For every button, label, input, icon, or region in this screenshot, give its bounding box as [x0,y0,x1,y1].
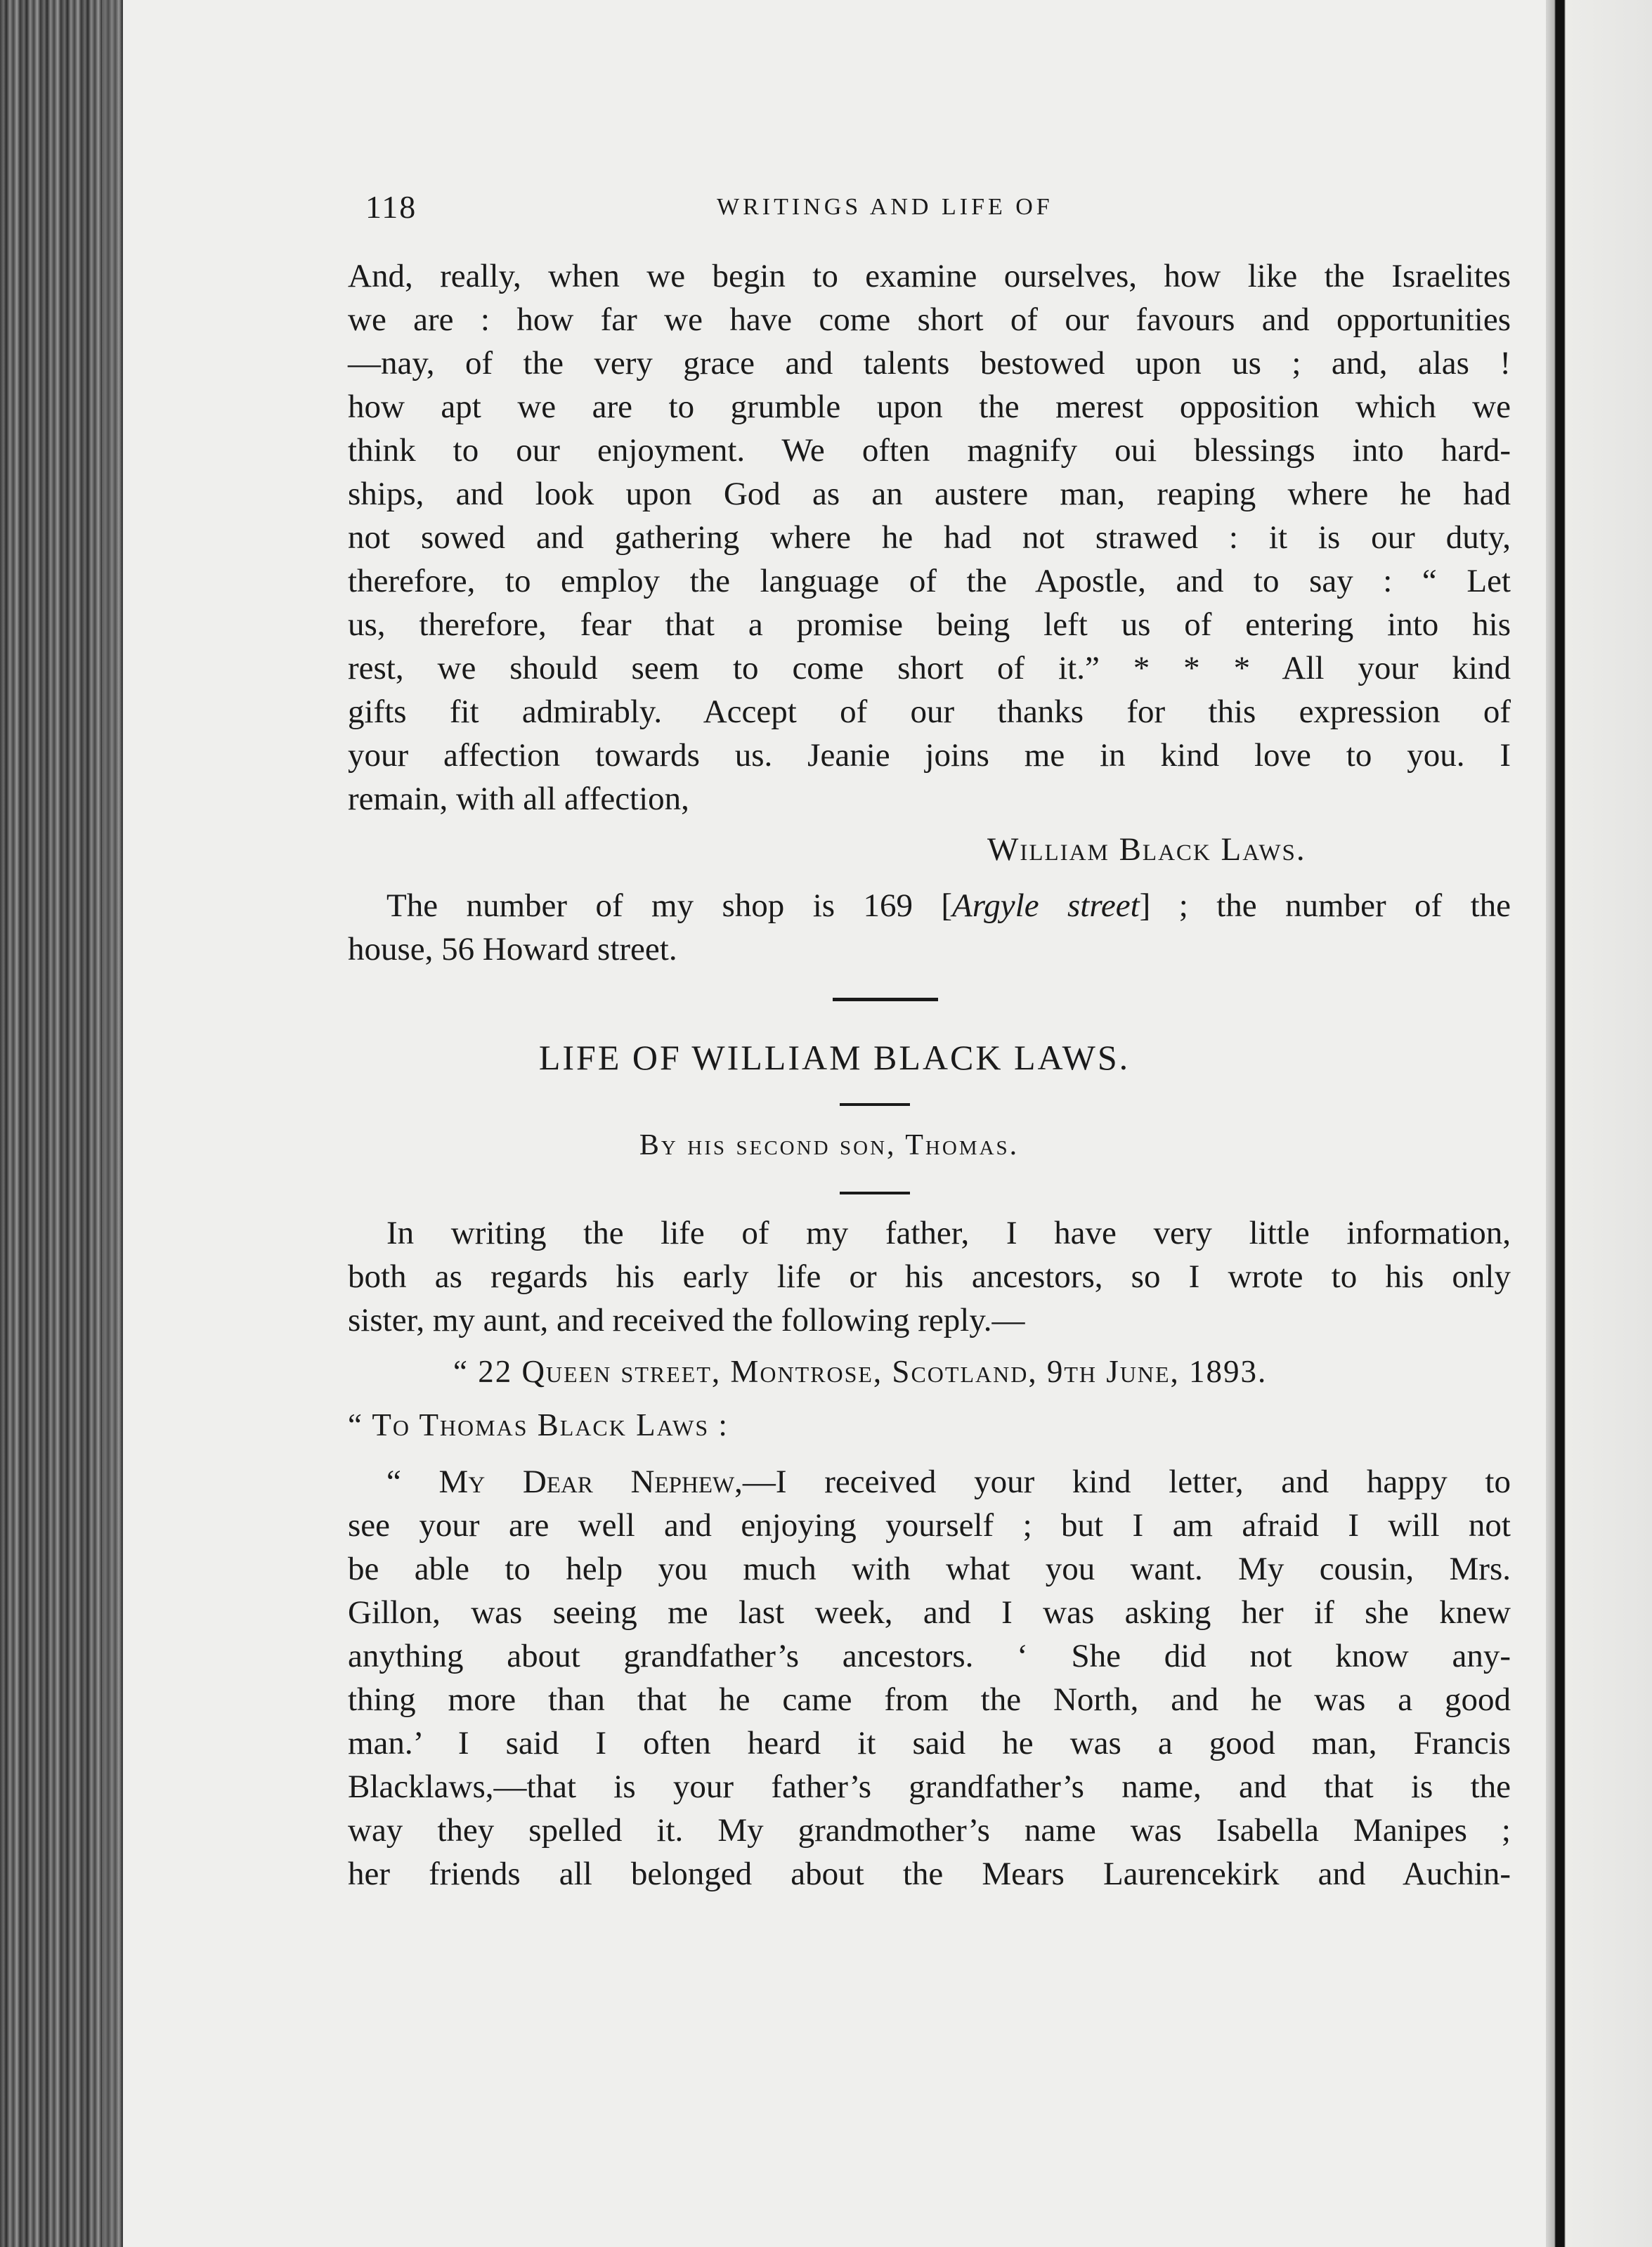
text-line: how apt we are to grumble upon the merest opposition which we [348,389,1511,425]
intro-paragraph [348,1211,1511,1342]
text-line: Blacklaws,—that is your father’s grandfather’s name, and that is the [348,1769,1511,1805]
title-divider [840,1103,910,1106]
text-line: not sowed and gathering where he had not strawed : it is our duty, [348,519,1511,556]
text-line: sister, my aunt, and received the following reply.— [348,1302,1025,1339]
text-line: Gillon, was seeing me last week, and I was asking her if she knew [348,1594,1511,1631]
text-line: thing more than that he came from the North, and he was a good [348,1681,1511,1718]
postscript-line [348,884,1511,927]
book-page [123,0,1546,2247]
postscript-line: house, 56 Howard street. [348,931,677,968]
text-line: And, really, when we begin to examine ourselves, how like the Israelites [348,258,1511,294]
text-line: both as regards his early life or his ancestors, so I wrote to his only [348,1258,1511,1295]
text-line: we are : how far we have come short of our favours and opportunities [348,301,1511,338]
text-line: think to our enjoyment. We often magnify oui blessings into hard- [348,432,1511,469]
street-name: Argyle street [952,887,1140,924]
salutation: “ To Thomas Black Laws : [348,1407,729,1442]
running-head [365,188,1525,230]
text-line: be able to help you much with what you want. My cousin, Mrs. [348,1551,1511,1587]
byline: By his second son, Thomas. [639,1129,1020,1161]
text-line: see your are well and enjoying yourself ; but I am afraid I will not [348,1507,1511,1544]
text-line: therefore, to employ the language of the Apostle, and to say : “ Let [348,563,1511,599]
book-edge-left [0,0,123,2247]
text-line: In writing the life of my father, I have very little information, [386,1215,1511,1251]
reply-letter-body [348,1460,1511,1896]
page-number: 118 [365,189,417,225]
byline-divider [840,1192,910,1194]
text-line: man.’ I said I often heard it said he was a good man, Francis [348,1725,1511,1761]
section-divider [833,998,938,1001]
greeting: “ My Dear Nephew, [386,1464,743,1500]
text-line: rest, we should seem to come short of it.” * * * All your kind [348,650,1511,686]
book-edge-right [1546,0,1652,2247]
letter-body [348,254,1511,821]
section-title: LIFE OF WILLIAM BLACK LAWS. [538,1038,1131,1077]
text-line: anything about grandfather’s ancestors. ‘ She did not know any- [348,1638,1511,1674]
greeting-continuation: —I received your kind letter, and happy to [742,1464,1511,1500]
text-line: us, therefore, fear that a promise being left us of entering into his [348,606,1511,643]
text-line [348,1460,1511,1504]
dateline: “ 22 Queen street, Montrose, Scotland, 9th June, 1893. [453,1354,1268,1389]
text-line: her friends all belonged about the Mears Laurencekirk and Auchin- [348,1856,1511,1892]
postscript [348,884,1511,971]
postscript-text: The number of my shop is 169 [ [386,887,953,924]
text-line: way they spelled it. My grandmother’s name was Isabella Manipes ; [348,1812,1511,1849]
running-title: WRITINGS AND LIFE OF [717,194,1053,220]
text-line: ships, and look upon God as an austere man, reaping where he had [348,476,1511,512]
text-line: your affection towards us. Jeanie joins me in kind love to you. I [348,737,1511,774]
letter-signature: William Black Laws. [987,831,1306,868]
text-line: —nay, of the very grace and talents bestowed upon us ; and, alas ! [348,345,1511,382]
text-line: remain, with all affection, [348,781,689,817]
postscript-text-end: ] ; the number of the [1139,887,1511,924]
text-line: gifts fit admirably. Accept of our thanks for this expression of [348,693,1511,730]
